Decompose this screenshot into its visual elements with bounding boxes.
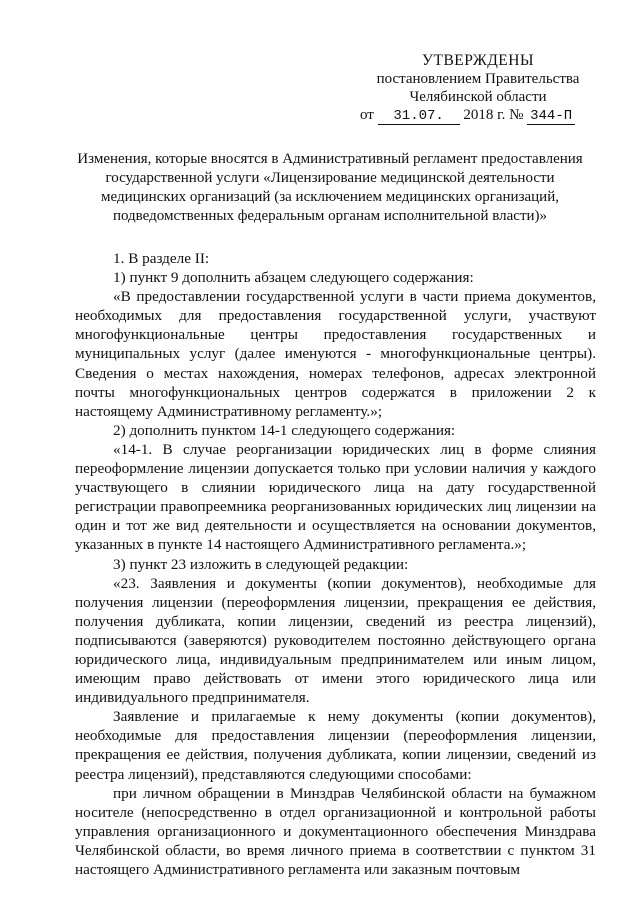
paragraph-item-1: 1) пункт 9 дополнить абзацем следующего содержания: (113, 269, 474, 287)
approval-heading: УТВЕРЖДЕНЫ (422, 52, 534, 69)
year-text: 2018 г. № (463, 107, 524, 123)
title-line-2: государственной услуги «Лицензирование медицинской деятельности (105, 170, 555, 186)
paragraph-item-2: 2) дополнить пунктом 14-1 следующего содержания: (113, 421, 456, 439)
paragraph-item-1-text: «В предоставлении государственной услуги в части приема документов, необходимых для предоставления государственной услуги, участвуют многофункциональные центры предоставления государственных и муниципальных услуг (далее именуются - многофункциональные центры). Сведения о местах нахождения, номерах телефонов, адресах электронной почты многофункциональных центров содержатся в приложении 2 к настоящему Административному регламенту.»; (75, 288, 596, 420)
number-value: 344-П (527, 108, 575, 125)
paragraph-item-3: 3) пункт 23 изложить в следующей редакции: (113, 555, 409, 573)
document-body (75, 249, 596, 879)
date-value: 31.07. (378, 108, 460, 125)
paragraph-item-23-text: «23. Заявления и документы (копии документов), необходимые для получения лицензии (переоформления лицензии, прекращения ее действия, получения дубликата, копии лицензии, сведений из реестра лицензий), подписываются (заверяются) руководителем постоянно действующего органа юридического лица, индивидуальным предпринимателем или иным лицом, имеющим право действовать от имени этого юридического лица или индивидуального предпринимателя. (75, 574, 596, 707)
paragraph-submission: Заявление и прилагаемые к нему документы (копии документов), необходимые для предоставления лицензии (переоформления лицензии, прекращения ее действия, получения дубликата, копии лицензии, сведений из реестра лицензий), представляются следующими способами: (75, 708, 596, 783)
paragraph-section-2: 1. В разделе II: (113, 250, 210, 267)
paragraph-personal-visit: при личном обращении в Минздрав Челябинской области на бумажном носителе (непосредственно в отдел организационной и контрольной работы управления организационного и документационного обеспечения Минздрава Челябинской области, во время личного приема в соответствии с пунктом 31 настоящего Административного регламента или заказным почтовым (75, 784, 596, 878)
paragraph-item-2-text: «14-1. В случае реорганизации юридических лиц в форме слияния переоформление лицензии допускается только при условии наличия у каждого участвующего в слиянии юридического лица на дату государственной регистрации правопреемника реорганизованных юридических лиц лицензии на один и тот же вид деятельности и осуществляется на основании документов, указанных в пункте 14 настоящего Административного регламента.»; (75, 440, 596, 554)
title-line-3: медицинских организаций (за исключением медицинских организаций, (101, 189, 559, 205)
approval-line-2: Челябинской области (409, 89, 547, 105)
approval-date-line (358, 106, 598, 125)
date-prefix: от (360, 107, 374, 123)
document-title (60, 150, 600, 226)
title-line-4: подведомственных федеральным органам исполнительной власти)» (112, 208, 548, 224)
approval-line-1: постановлением Правительства (376, 71, 580, 87)
approval-stamp (358, 52, 598, 125)
title-line-1: Изменения, которые вносятся в Административный регламент предоставления (77, 151, 583, 167)
